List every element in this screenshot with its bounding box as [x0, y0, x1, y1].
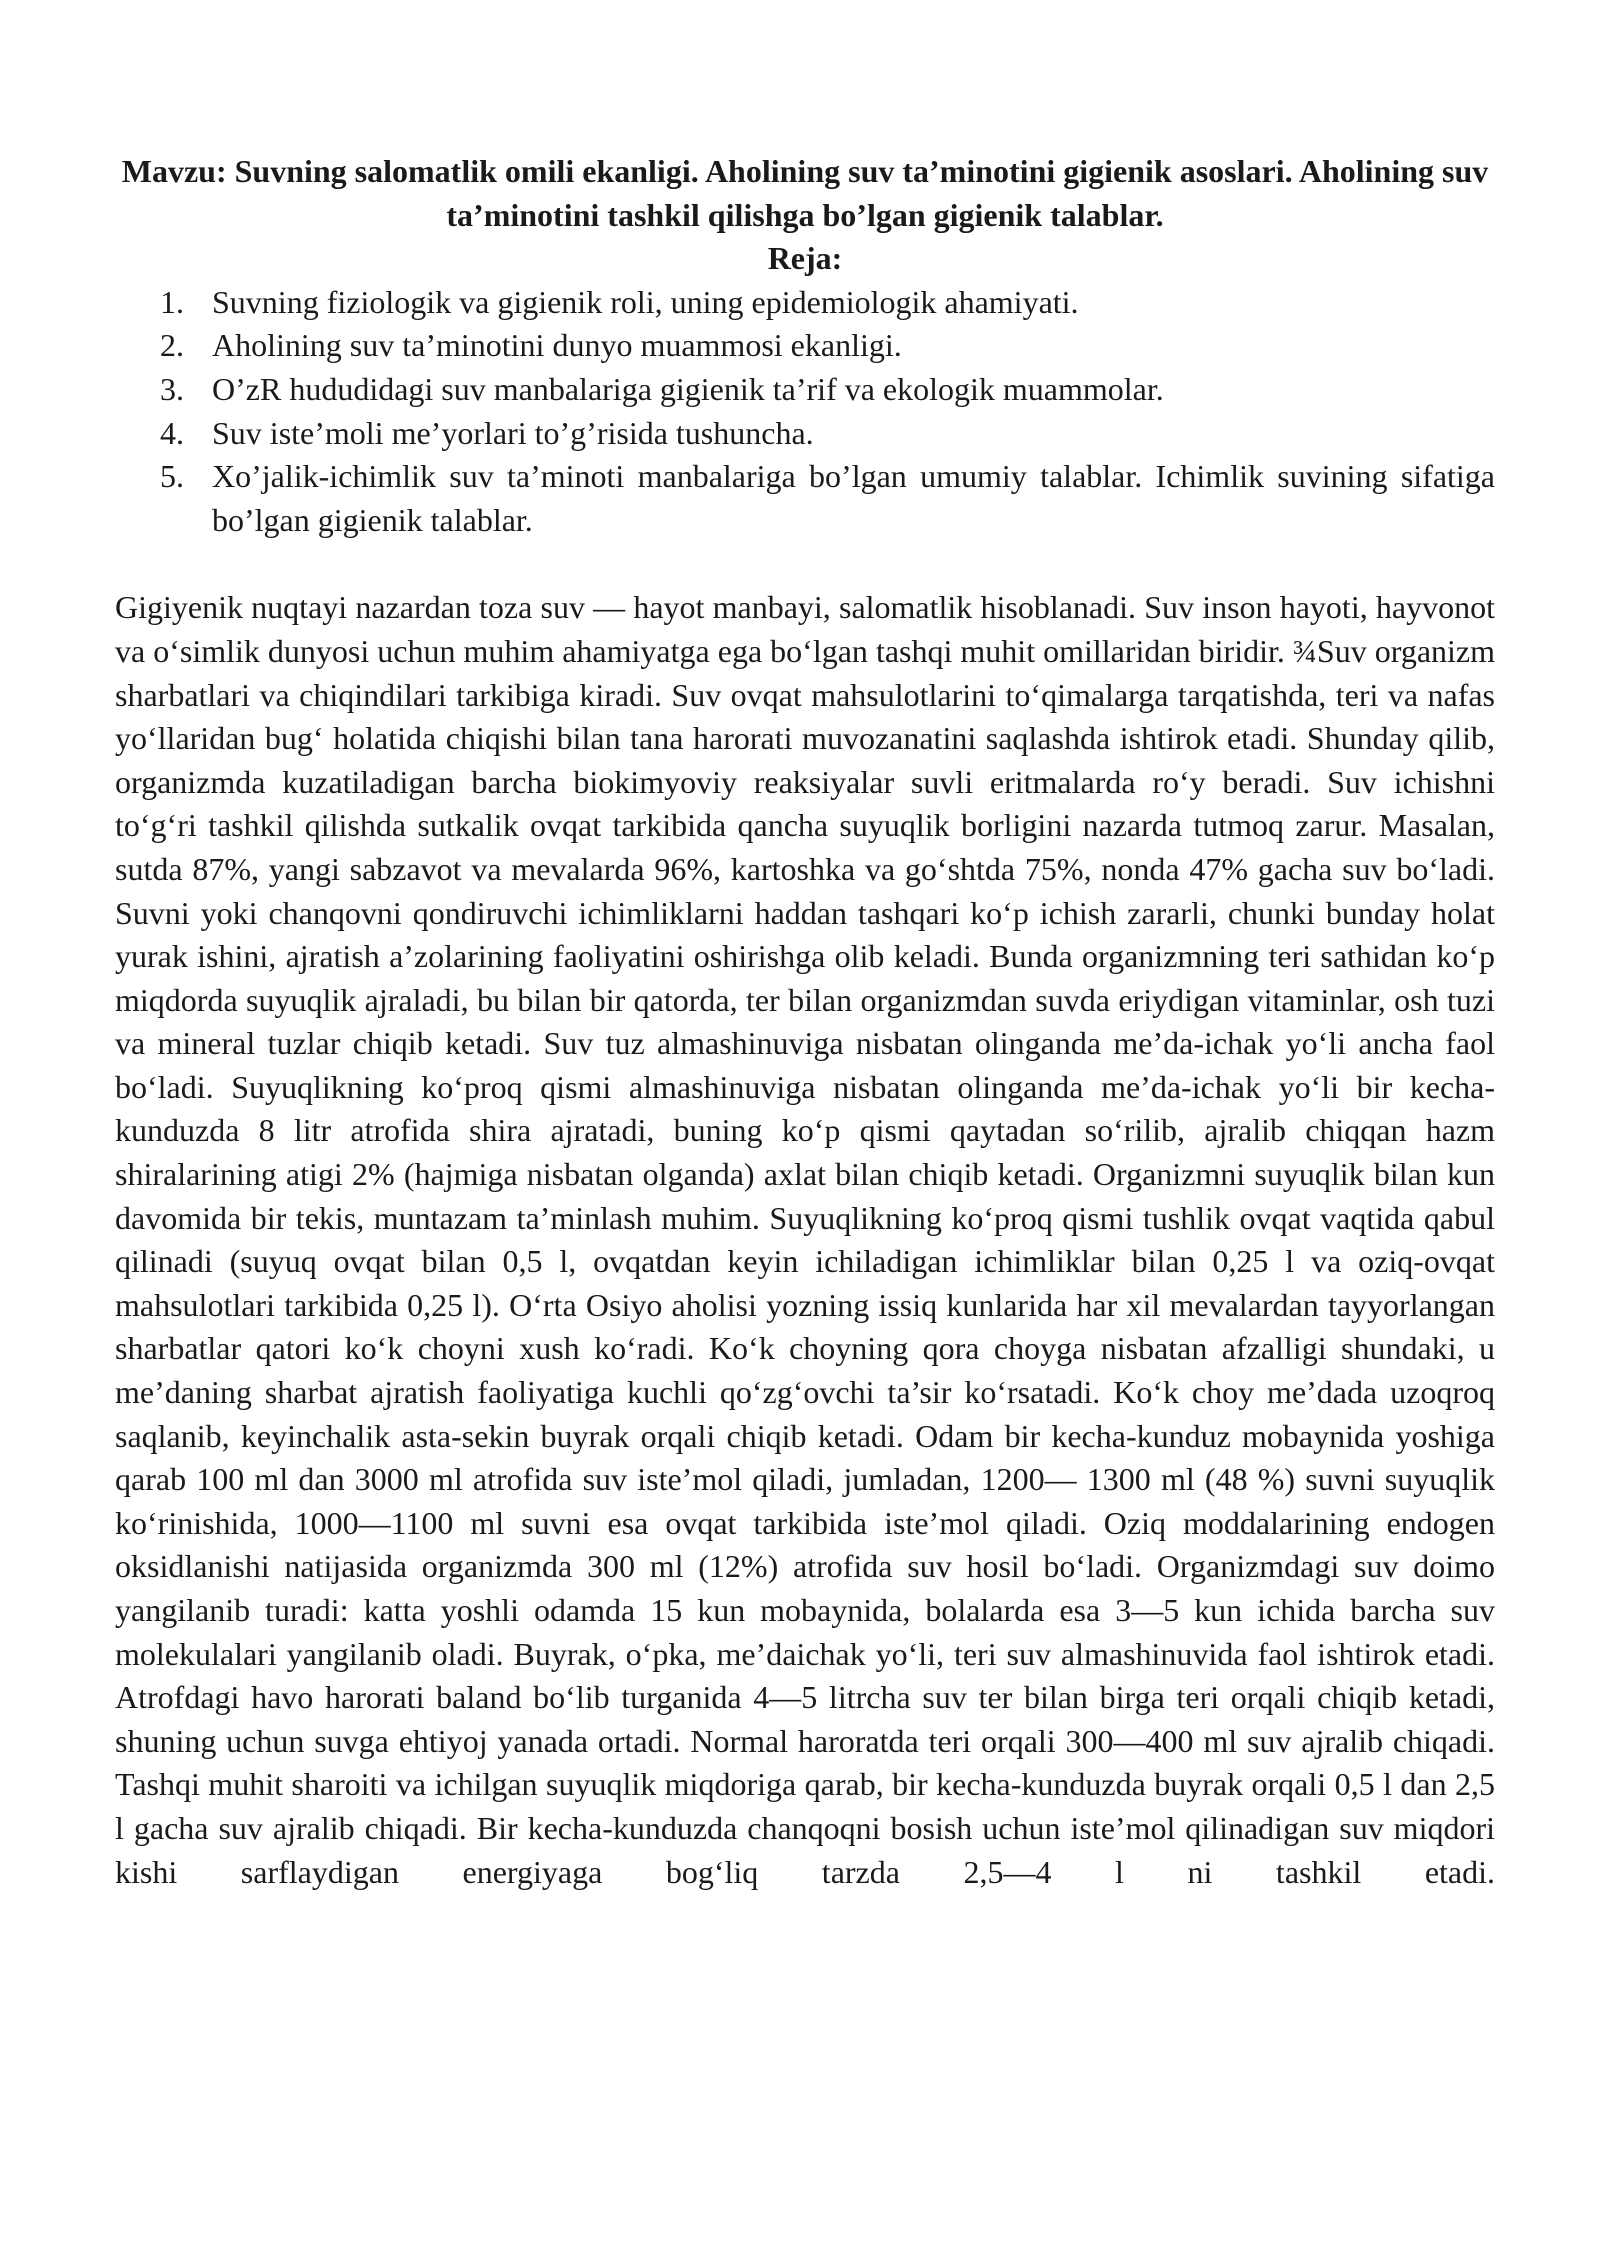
plan-heading: Reja:	[767, 240, 843, 277]
plan-item	[160, 455, 1495, 542]
plan-item	[160, 412, 1495, 456]
plan-item-text: Aholining suv ta’minotini dunyo muammosi ekanligi.	[212, 327, 902, 364]
plan-item-number: 1.	[160, 283, 184, 320]
plan-item-text: Suv iste’moli me’yorlari to’g’risida tushuncha.	[212, 414, 814, 451]
spacer	[115, 542, 1495, 586]
plan-item-text: Suvning fiziologik va gigienik roli, uning epidemiologik ahamiyati.	[212, 283, 1079, 320]
document-page	[115, 150, 1495, 1894]
plan-item	[160, 368, 1495, 412]
plan-item-text: O’zR hududidagi suv manbalariga gigienik ta’rif va ekologik muammolar.	[212, 370, 1164, 407]
plan-item-number: 3.	[160, 370, 184, 407]
body-paragraph: Gigiyenik nuqtayi nazardan toza suv — hayot manbayi, salomatlik hisoblanadi. Suv inson hayoti, hayvonot va o‘simlik dunyosi uchun muhim ahamiyatga ega bo‘lgan tashqi muhit omillaridan biridir. ¾Suv organizm sharbatlari va chiqindilari tarkibiga kiradi. Suv ovqat mahsulotlarini to‘qimalarga tarqatishda, teri va nafas yo‘llaridan bug‘ holatida chiqishi bilan tana harorati muvozanatini saqlashda ishtirok etadi. Shunday qilib, organizmda kuzatiladigan barcha biokimyoviy reaksiyalar suvli eritmalarda ro‘y beradi. Suv ichishni to‘g‘ri tashkil qilishda sutkalik ovqat tarkibida qancha suyuqlik borligini nazarda tutmoq zarur. Masalan, sutda 87%, yangi sabzavot va mevalarda 96%, kartoshka va go‘shtda 75%, nonda 47% gacha suv bo‘ladi. Suvni yoki chanqovni qondiruvchi ichimliklarni haddan tashqari ko‘p ichish zararli, chunki bunday holat yurak ishini, ajratish a’zolarining faoliyatini oshirishga olib keladi. Bunda organizmning teri sathidan ko‘p miqdorda suyuqlik ajraladi, bu bilan bir qatorda, ter bilan organizmdan suvda eriydigan vitaminlar, osh tuzi va mineral tuzlar chiqib ketadi. Suv tuz almashinuviga nisbatan olinganda me’da-ichak yo‘li ancha faol bo‘ladi. Suyuqlikning ko‘proq qismi almashinuviga nisbatan olinganda me’da-ichak yo‘li bir kecha-kunduzda 8 litr atrofida shira ajratadi, buning ko‘p qismi qaytadan so‘rilib, ajralib chiqqan hazm shiralarining atigi 2% (hajmiga nisbatan olganda) axlat bilan chiqib ketadi. Organizmni suyuqlik bilan kun davomida bir tekis, muntazam ta’minlash muhim. Suyuqlikning ko‘proq qismi tushlik ovqat vaqtida qabul qilinadi (suyuq ovqat bilan 0,5 l, ovqatdan keyin ichiladigan ichimliklar bilan 0,25 l va oziq-ovqat mahsulotlari tarkibida 0,25 l). O‘rta Osiyo aholisi yozning issiq kunlarida har xil mevalardan tayyorlangan sharbatlar qatori ko‘k choyni xush ko‘radi. Ko‘k choyning qora choyga nisbatan afzalligi shundaki, u me’daning sharbat ajratish faoliyatiga kuchli qo‘zg‘ovchi ta’sir ko‘rsatadi. Ko‘k choy me’dada uzoqroq saqlanib, keyinchalik asta-sekin buyrak orqali chiqib ketadi. Odam bir kecha-kunduz mobaynida yoshiga qarab 100 ml dan 3000 ml atrofida suv iste’mol qiladi, jumladan, 1200— 1300 ml (48 %) suvni suyuqlik ko‘rinishida, 1000—1100 ml suvni esa ovqat tarkibida iste’mol qiladi. Oziq moddalarining endogen oksidlanishi natijasida organizmda 300 ml (12%) atrofida suv hosil bo‘ladi. Organizmdagi suv doimo yangilanib turadi: katta yoshli odamda 15 kun mobaynida, bolalarda esa 3—5 kun ichida barcha suv molekulalari yangilanib oladi. Buyrak, o‘pka, me’daichak yo‘li, teri suv almashinuvida faol ishtirok etadi. Atrofdagi havo harorati baland bo‘lib turganida 4—5 litrcha suv ter bilan birga teri orqali chiqib ketadi, shuning uchun suvga ehtiyoj yanada ortadi. Normal haroratda teri orqali 300—400 ml suv ajralib chiqadi. Tashqi muhit sharoiti va ichilgan suyuqlik miqdoriga qarab, bir kecha-kunduzda buyrak orqali 0,5 l dan 2,5 l gacha suv ajralib chiqadi. Bir kecha-kunduzda chanqoqni bosish uchun iste’mol qilinadigan suv miqdori kishi sarflaydigan energiyaga bog‘liq tarzda 2,5—4 l ni tashkil etadi.	[115, 589, 1495, 1890]
plan-item	[160, 324, 1495, 368]
document-title: Mavzu: Suvning salomatlik omili ekanligi. Aholining suv ta’minotini gigienik asoslari. Aholining suv ta’minotini tashkil qilishga bo’lgan gigienik talablar.	[121, 153, 1489, 233]
plan-item-text: Xo’jalik-ichimlik suv ta’minoti manbalariga bo’lgan umumiy talablar. Ichimlik suvining sifatiga bo’lgan gigienik talablar.	[212, 458, 1495, 538]
plan-item-number: 2.	[160, 327, 184, 364]
plan-item-number: 4.	[160, 414, 184, 451]
plan-list	[115, 281, 1495, 543]
plan-item-number: 5.	[160, 458, 184, 495]
plan-item	[160, 281, 1495, 325]
